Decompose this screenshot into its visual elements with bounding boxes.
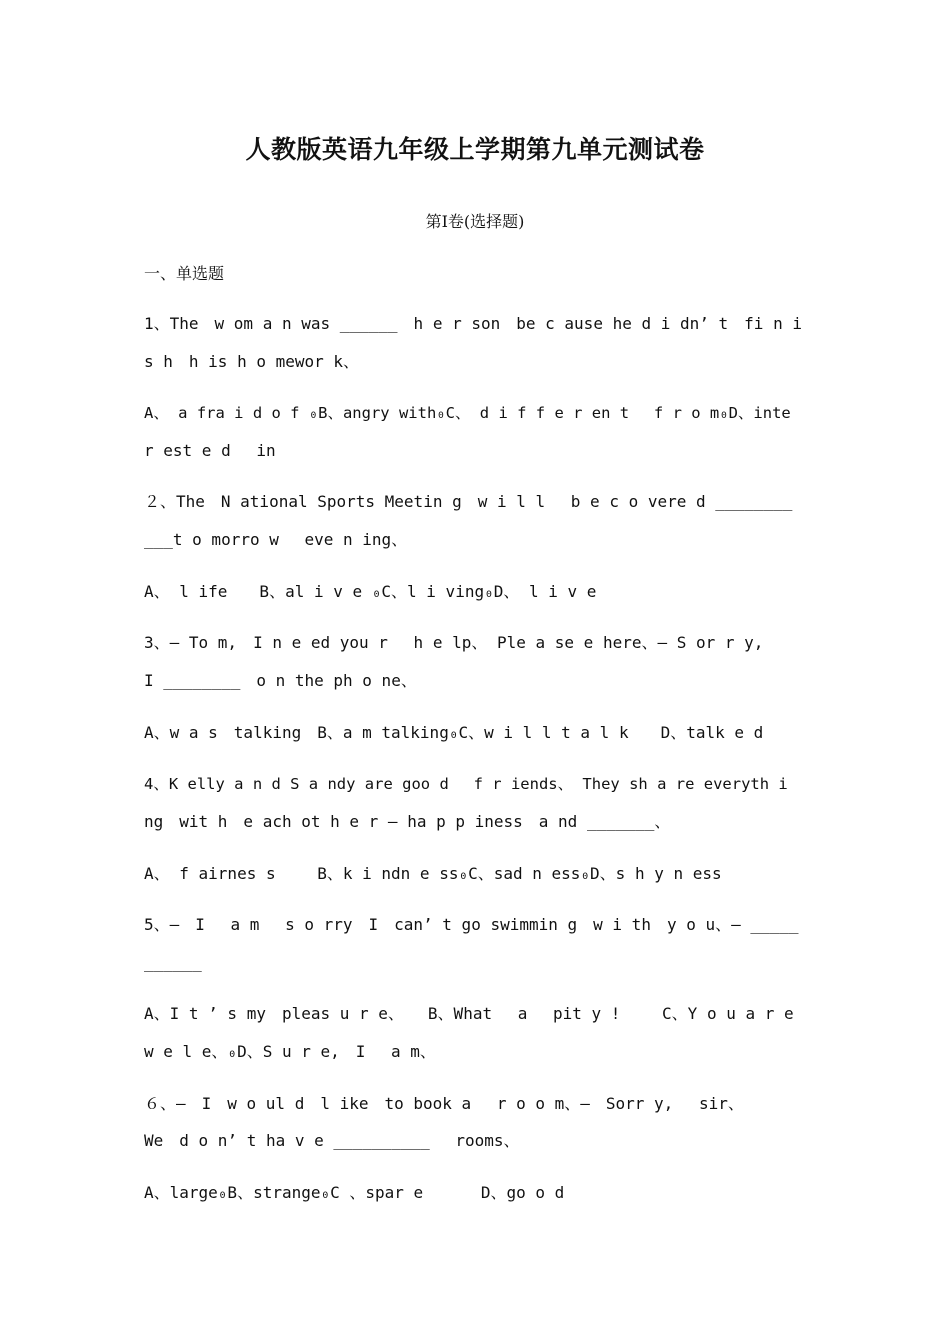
question-2-options-line-1: A、 l ife B、al i v e ₀C、l i ving₀D、 l i v e [144, 582, 597, 601]
question-6-stem-line-2: We d o n’ t ha v e __________ rooms、 [144, 1131, 520, 1150]
part-heading: 第Ⅰ卷(选择题) [425, 212, 525, 231]
section-heading: 一、单选题 [144, 264, 225, 283]
page-title: 人教版英语九年级上学期第九单元测试卷 [245, 135, 705, 164]
question-6-options-line-1: A、large₀B、strange₀C 、spar e D、go o d [144, 1183, 565, 1202]
question-5-stem-line-2: ______ [144, 953, 202, 972]
question-5-options-line-1: A、I t ’ s my pleas u r e、 B、What a pit y ! C、Y o u a r e [144, 1004, 794, 1023]
question-3-options-line-1: A、w a s talking B、a m talking₀C、w i l l t a l k D、talk e d [144, 723, 764, 742]
question-1-stem-line-1: 1、The w om a n was ______ h e r son be c ause he d i dn’ t fi n i [144, 314, 802, 333]
question-1-options-line-1: A、 a fra i d o f ₀B、angry with₀C、 d i f f e r en t f r o m₀D、inte [144, 404, 791, 422]
question-1-stem-line-2: s h h is h o mewor k、 [144, 352, 360, 371]
question-3-stem-line-1: 3、— To m, I n e ed you r h e lp、 Ple a se e here、— S or r y, [144, 633, 764, 652]
question-2-stem-line-2: ___t o morro w eve n ing、 [144, 530, 408, 549]
question-2-stem-line-1: ２、The N ational Sports Meetin g w i l l b e c o vere d ________ [144, 492, 793, 511]
question-3-stem-line-2: I ________ o n the ph o ne、 [144, 671, 417, 690]
question-6-stem-line-1: ６、— I w o ul d l ike to book a r o o m、— Sorr y, sir、 [144, 1094, 744, 1113]
question-4-stem-line-2: ng wit h e ach ot h e r — ha p p iness a nd _______、 [144, 812, 671, 831]
question-5-options-line-2: w e l e、₀D、S u r e, I a m、 [144, 1042, 436, 1061]
question-5-stem-line-1: 5、— I a m s o rry I can’ t go swimmin g w i th y o u、— _____ [144, 915, 799, 934]
question-4-options-line-1: A、 f airnes s B、k i ndn e ss₀C、sad n ess₀D、s h y n ess [144, 864, 722, 883]
question-1-options-line-2: r est e d in [144, 441, 276, 460]
question-4-stem-line-1: 4、K elly a n d S a ndy are goo d f r iends、 They sh a re everyth i [144, 775, 788, 793]
